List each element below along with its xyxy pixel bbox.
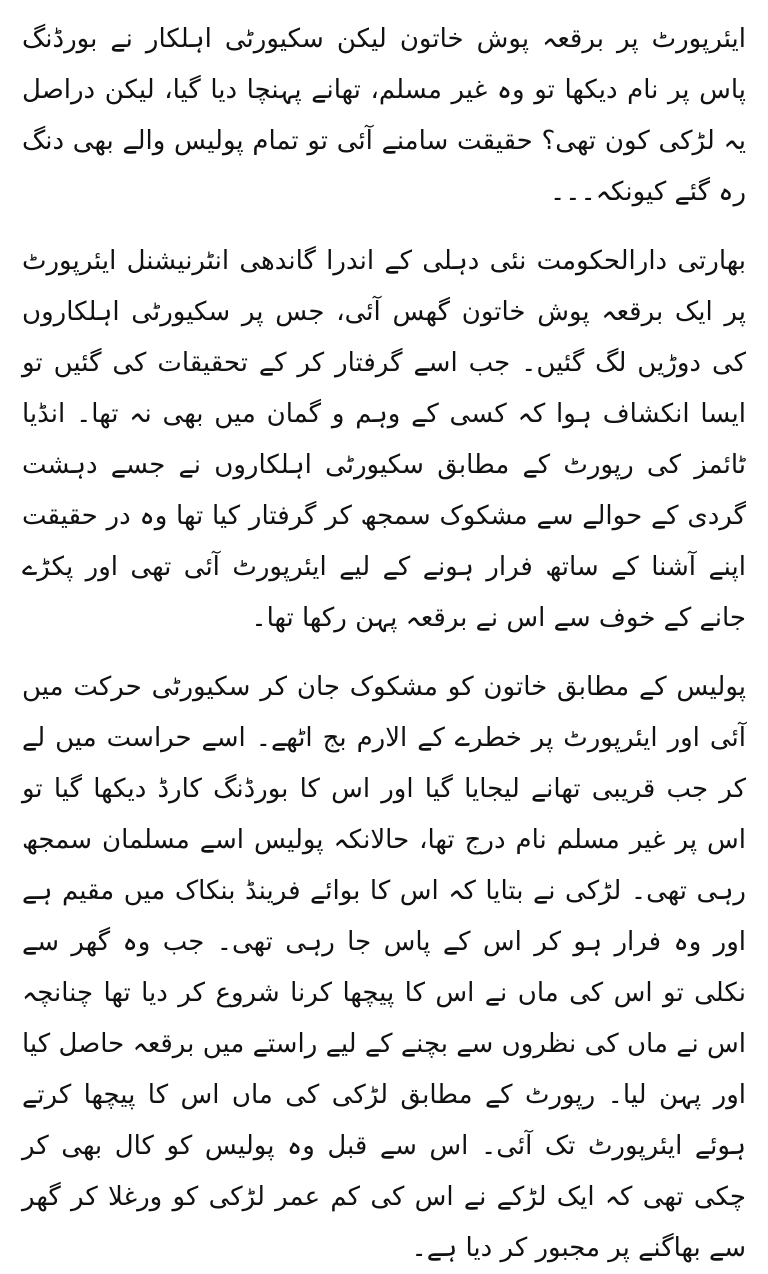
headline-paragraph: ایئرپورٹ پر برقعہ پوش خاتون لیکن سکیورٹی اہلکار نے بورڈنگ پاس پر نام دیکھا تو وہ غیر مسلم، تھانے پہنچا دیا گیا، لیکن دراصل یہ لڑکی کون تھی؟ حقیقت سامنے آئی تو تمام پولیس والے بھی دنگ رہ گئے کیونکہ۔۔۔	[22, 24, 746, 207]
body-paragraph-1: بھارتی دارالحکومت نئی دہلی کے اندرا گاندھی انٹرنیشنل ایئرپورٹ پر ایک برقعہ پوش خاتون گھس آئی، جس پر سکیورٹی اہلکاروں کی دوڑیں لگ گئیں۔ جب اسے گرفتار کر کے تحقیقات کی گئیں تو ایسا انکشاف ہوا کہ کسی کے وہم و گمان میں بھی نہ تھا۔ انڈیا ٹائمز کی رپورٹ کے مطابق سکیورٹی اہلکاروں نے جسے دہشت گردی کے حوالے سے مشکوک سمجھ کر گرفتار کیا تھا وہ در حقیقت اپنے آشنا کے ساتھ فرار ہونے کے لیے ایئرپورٹ آئی تھی اور پکڑے جانے کے خوف سے اس نے برقعہ پہن رکھا تھا۔	[22, 246, 746, 633]
body-paragraph-2: پولیس کے مطابق خاتون کو مشکوک جان کر سکیورٹی حرکت میں آئی اور ایئرپورٹ پر خطرے کے الارم بج اٹھے۔ اسے حراست میں لے کر جب قریبی تھانے لیجایا گیا اور اس کا بورڈنگ کارڈ دیکھا گیا تو اس پر غیر مسلم نام درج تھا، حالانکہ پولیس اسے مسلمان سمجھ رہی تھی۔ لڑکی نے بتایا کہ اس کا بوائے فرینڈ بنکاک میں مقیم ہے اور وہ فرار ہو کر اس کے پاس جا رہی تھی۔ جب وہ گھر سے نکلی تو اس کی ماں نے اس کا پیچھا کرنا شروع کر دیا تھا چنانچہ اس نے ماں کی نظروں سے بچنے کے لیے راستے میں برقعہ حاصل کیا اور پہن لیا۔ رپورٹ کے مطابق لڑکی کی ماں اس کا پیچھا کرتے ہوئے ایئرپورٹ تک آئی۔ اس سے قبل وہ پولیس کو کال بھی کر چکی تھی کہ ایک لڑکے نے اس کی کم عمر لڑکی کو ورغلا کر گھر سے بھاگنے پر مجبور کر دیا ہے۔	[22, 672, 746, 1263]
